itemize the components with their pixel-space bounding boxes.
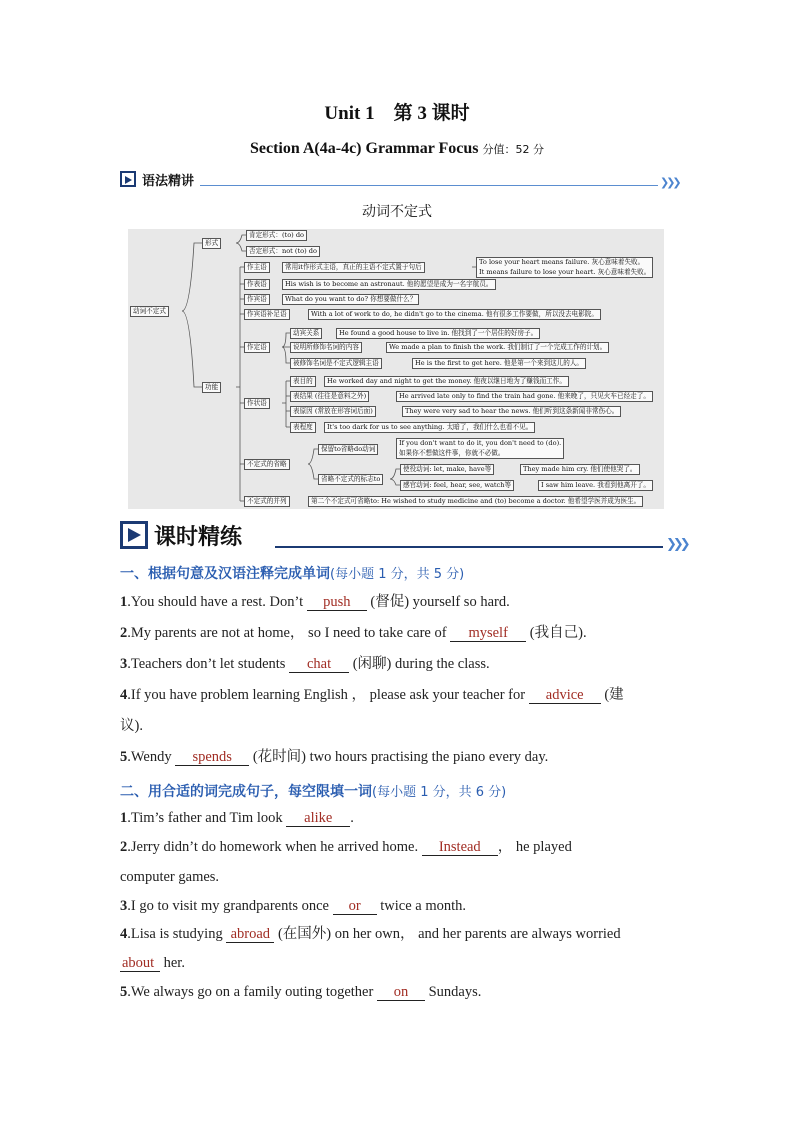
question-text: .You should have a rest. Don’t: [127, 594, 307, 610]
answer-blank[interactable]: push: [307, 594, 367, 611]
question-text: (花时间) two hours practising the piano every day.: [249, 749, 549, 765]
diagram-title: 动词不定式: [362, 204, 432, 220]
omit-keep-to-example: [396, 438, 564, 459]
adv-result: 表结果 (往往是意料之外): [290, 391, 369, 402]
question-number: 4: [120, 926, 128, 942]
question-text: .Jerry didn’t do homework when he arrived home.: [127, 839, 422, 855]
question-text: .We always go on a family outing together: [127, 984, 377, 1000]
part1-question-4: [120, 680, 676, 742]
part1-question-3: [120, 649, 676, 680]
question-text: (建: [600, 687, 624, 703]
mindmap-root: 动词不定式: [130, 306, 169, 317]
omit-causative: 使役动词: let, make, have等: [400, 464, 494, 475]
part2-question-5: [120, 977, 676, 1008]
mindmap-function: 功能: [202, 382, 221, 393]
omit-keep-to: 保留to省略do动词: [318, 444, 378, 455]
banner-divider: [275, 546, 663, 548]
question-text: (我自己).: [526, 625, 587, 641]
question-text: .I go to visit my grandparents once: [127, 898, 333, 914]
double-chevron-icon: ❯❯❯: [666, 537, 687, 552]
section-subtitle: [0, 140, 794, 158]
question-number: 5: [120, 984, 128, 1000]
predicative-example: His wish is to become an astronaut. 他的愿望是成为一名宇航员。: [282, 279, 496, 290]
question-text: .If you have problem learning English ， please ask your teacher for: [127, 687, 529, 703]
func-attributive: 作定语: [244, 342, 270, 353]
question-text: computer games.: [120, 869, 220, 885]
omit-causative-example: They made him cry. 他们使他哭了。: [520, 464, 640, 475]
part1-question-5: [120, 742, 676, 773]
answer-blank[interactable]: advice: [529, 687, 601, 704]
adv-degree: 表程度: [290, 422, 316, 433]
adv-degree-example: It's too dark for us to see anything. 太暗了，我们什么也看不见。: [324, 422, 535, 433]
grammar-banner-label: 语法精讲: [142, 174, 195, 189]
question-text: .Tim’s father and Tim look: [127, 810, 287, 826]
question-number: 2: [120, 839, 128, 855]
func-complement: 作宾语补足语: [244, 309, 290, 320]
part2-question-4: [120, 920, 676, 978]
question-number: 3: [120, 656, 128, 672]
grammar-banner: [120, 170, 679, 190]
attr-content: 说明所修饰名词的内容: [290, 342, 362, 353]
adv-purpose: 表目的: [290, 376, 316, 387]
question-number: 1: [120, 594, 128, 610]
answer-blank[interactable]: spends: [175, 749, 249, 766]
answer-blank[interactable]: on: [377, 984, 425, 1001]
adv-result-example: He arrived late only to find the train had gone. 他来晚了，只见火车已经走了。: [396, 391, 653, 402]
question-number: 1: [120, 810, 128, 826]
func-predicative: 作表语: [244, 279, 270, 290]
omit-keep-to-example-2: 如果你不想做这件事，你就不必做。: [399, 448, 505, 457]
question-text: her.: [160, 955, 185, 971]
question-number: 3: [120, 898, 128, 914]
answer-blank[interactable]: or: [333, 898, 377, 915]
subject-examples: [476, 257, 653, 278]
question-text: (督促) yourself so hard.: [366, 594, 510, 610]
question-text: Sundays.: [424, 984, 482, 1000]
answer-blank[interactable]: abroad: [226, 926, 274, 943]
lesson-title: Unit 1 第 3 课时: [324, 103, 470, 124]
attr-logical-subject: 被修饰名词是不定式逻辑主语: [290, 358, 382, 369]
complement-example: With a lot of work to do, he didn't go to the cinema. 他有很多工作要做，所以没去电影院。: [308, 309, 601, 320]
question-text: .: [350, 810, 354, 826]
func-subject: 作主语: [244, 262, 270, 273]
omit-perception: 感官动词: feel, hear, see, watch等: [400, 480, 514, 491]
part1-heading: [120, 563, 464, 583]
func-adverbial: 作状语: [244, 398, 270, 409]
score-label: 分值：52 分: [482, 143, 545, 156]
part2-note: (每小题 1 分，共 6 分): [372, 785, 507, 800]
part2-heading: [120, 781, 506, 801]
object-example: What do you want to do? 你想要做什么？: [282, 294, 419, 305]
answer-blank[interactable]: chat: [289, 656, 349, 673]
attr-logical-subject-example: He is the first to get here. 他是第一个来到这儿的人。: [412, 358, 586, 369]
arrow-box-icon: [120, 171, 136, 187]
func-omission: 不定式的省略: [244, 459, 290, 470]
func-object: 作宾语: [244, 294, 270, 305]
answer-blank[interactable]: myself: [450, 625, 526, 642]
part2-question-2: [120, 832, 676, 892]
attr-verb-object-example: He found a good house to live in. 他找到了一个居住的好房子。: [336, 328, 540, 339]
form-affirmative: 肯定形式：(to) do: [246, 230, 307, 241]
question-number: 4: [120, 687, 128, 703]
arrow-box-icon: [120, 521, 148, 549]
part2-question-3: [120, 891, 676, 922]
question-number: 5: [120, 749, 128, 765]
adv-reason-example: They were very sad to hear the news. 他们听到这条新闻非常伤心。: [402, 406, 621, 417]
mindmap-form: 形式: [202, 238, 221, 249]
question-text: (在国外) on her own， and her parents are always worried: [274, 926, 621, 942]
omit-keep-to-example-1: If you don't want to do it, you don't need to (do).: [399, 439, 562, 447]
answer-blank[interactable]: about: [120, 955, 160, 972]
adv-reason: 表原因 (常放在形容词后面): [290, 406, 376, 417]
form-negative: 否定形式：not (to) do: [246, 246, 320, 257]
question-text: .Teachers don’t let students: [127, 656, 290, 672]
func-parallel: 不定式的并列: [244, 496, 290, 507]
question-text: twice a month.: [376, 898, 467, 914]
attr-content-example: We made a plan to finish the work. 我们制订了一个完成工作的计划。: [386, 342, 609, 353]
double-chevron-icon: ❯❯❯: [660, 176, 679, 189]
answer-blank[interactable]: alike: [286, 810, 350, 827]
question-text: .Wendy: [127, 749, 176, 765]
question-text: (闲聊) during the class.: [349, 656, 490, 672]
part1-heading-text: 一、根据句意及汉语注释完成单词: [120, 566, 330, 582]
question-text: .My parents are not at home， so I need to take care of: [127, 625, 451, 641]
omit-perception-example: I saw him leave. 我看到他离开了。: [538, 480, 653, 491]
question-number: 2: [120, 625, 128, 641]
question-text: ， he played: [497, 839, 572, 855]
practice-banner-label: 课时精练: [154, 525, 243, 550]
parallel-example: 第二个不定式可省略to: He wished to study medicine and (to) become a doctor. 他希望学医并成为医生。: [308, 496, 643, 507]
question-text: 议).: [120, 718, 143, 734]
omit-to-marker: 省略不定式的标志to: [318, 474, 383, 485]
infinitive-mindmap: [128, 229, 664, 509]
question-text: .Lisa is studying: [127, 926, 227, 942]
attr-verb-object: 动宾关系: [290, 328, 322, 339]
subject-example-1: To lose your heart means failure. 灰心意味着失败。: [479, 258, 645, 266]
part2-question-1: [120, 803, 676, 834]
answer-blank[interactable]: Instead: [422, 839, 498, 856]
subject-example-2: It means failure to lose your heart. 灰心意味着失败。: [479, 267, 651, 276]
section-name: Section A(4a-4c) Grammar Focus: [249, 140, 479, 157]
part1-question-2: [120, 618, 676, 649]
part1-question-1: [120, 587, 676, 618]
part1-note: (每小题 1 分，共 5 分): [330, 567, 465, 582]
subject-desc: 常用it作形式主语，真正的主语不定式置于句后: [282, 262, 425, 273]
adv-purpose-example: He worked day and night to get the money. 他夜以继日地为了赚钱而工作。: [324, 376, 569, 387]
practice-banner: [120, 519, 687, 552]
banner-divider: [200, 185, 658, 186]
part2-heading-text: 二、用合适的词完成句子，每空限填一词: [120, 784, 372, 800]
